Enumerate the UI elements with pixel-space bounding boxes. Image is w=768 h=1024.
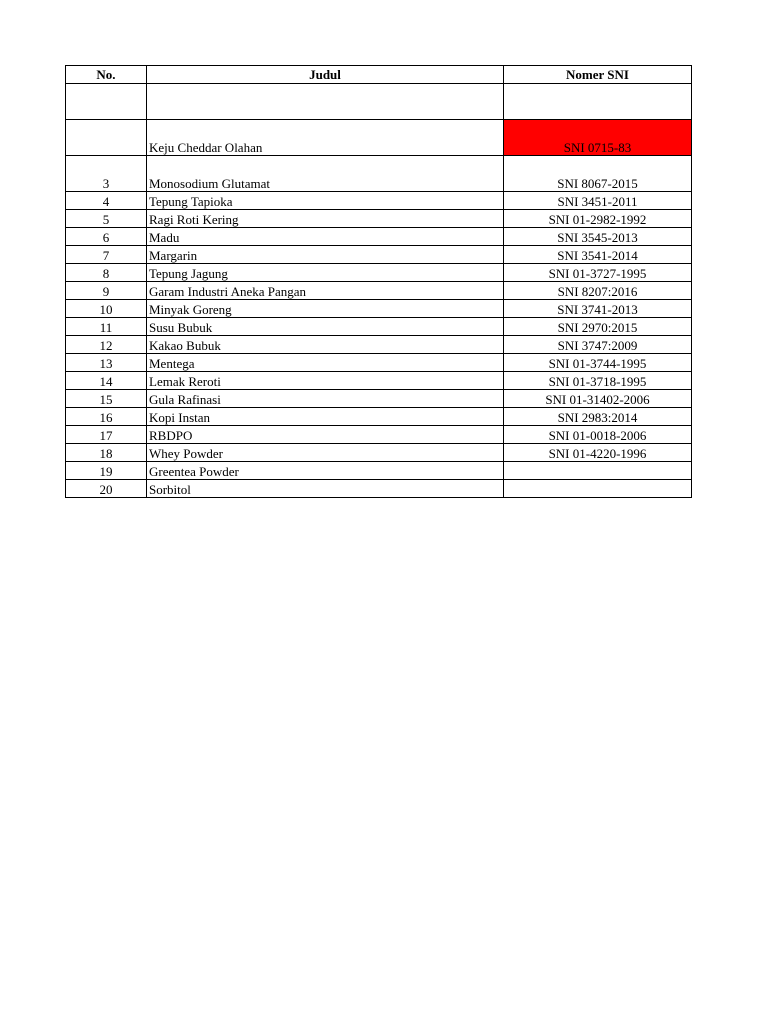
sni-standards-table: [65, 65, 692, 498]
row-judul: Tepung Tapioka: [147, 192, 504, 210]
row-sni: SNI 3545-2013: [504, 228, 692, 246]
row-sni: SNI 01-3718-1995: [504, 372, 692, 390]
row-sni: SNI 3451-2011: [504, 192, 692, 210]
table-row: [66, 156, 692, 192]
row-judul: Whey Powder: [147, 444, 504, 462]
row-judul: Keju Cheddar Olahan: [147, 120, 504, 156]
row-no: 10: [66, 300, 147, 318]
row-judul: Mentega: [147, 354, 504, 372]
header-nomer-sni: Nomer SNI: [504, 66, 692, 84]
table-row: [66, 426, 692, 444]
row-no: 3: [66, 156, 147, 192]
table-row: [66, 444, 692, 462]
table-row: [66, 84, 692, 120]
row-judul: RBDPO: [147, 426, 504, 444]
table-row: [66, 282, 692, 300]
row-no: 12: [66, 336, 147, 354]
table-row: [66, 336, 692, 354]
row-sni: SNI 2983:2014: [504, 408, 692, 426]
table-row: [66, 246, 692, 264]
row-sni-highlighted: SNI 0715-83: [504, 120, 692, 156]
row-no: [66, 84, 147, 120]
row-sni: SNI 8067-2015: [504, 156, 692, 192]
table-row: [66, 390, 692, 408]
row-no: 19: [66, 462, 147, 480]
row-judul: Greentea Powder: [147, 462, 504, 480]
row-judul: Tepung Jagung: [147, 264, 504, 282]
row-judul: Minyak Goreng: [147, 300, 504, 318]
row-sni: SNI 3541-2014: [504, 246, 692, 264]
row-no: 4: [66, 192, 147, 210]
row-judul: Kopi Instan: [147, 408, 504, 426]
header-no: No.: [66, 66, 147, 84]
table-row: [66, 462, 692, 480]
row-sni: SNI 01-4220-1996: [504, 444, 692, 462]
table-row: [66, 210, 692, 228]
row-no: 13: [66, 354, 147, 372]
row-no: 11: [66, 318, 147, 336]
row-sni: [504, 462, 692, 480]
header-row: [66, 66, 692, 84]
row-sni: SNI 3747:2009: [504, 336, 692, 354]
table-row: [66, 480, 692, 498]
row-no: 20: [66, 480, 147, 498]
row-no: 17: [66, 426, 147, 444]
row-no: 9: [66, 282, 147, 300]
row-judul: Ragi Roti Kering: [147, 210, 504, 228]
row-judul: Lemak Reroti: [147, 372, 504, 390]
table-row: [66, 192, 692, 210]
row-judul: Monosodium Glutamat: [147, 156, 504, 192]
row-sni: SNI 01-31402-2006: [504, 390, 692, 408]
row-no: 8: [66, 264, 147, 282]
table-row: [66, 408, 692, 426]
row-sni: SNI 01-3744-1995: [504, 354, 692, 372]
row-judul: Margarin: [147, 246, 504, 264]
table-row: [66, 300, 692, 318]
table-row: [66, 264, 692, 282]
table-row: [66, 354, 692, 372]
row-judul: [147, 84, 504, 120]
row-sni: SNI 01-2982-1992: [504, 210, 692, 228]
row-sni: [504, 480, 692, 498]
row-sni: SNI 3741-2013: [504, 300, 692, 318]
header-judul: Judul: [147, 66, 504, 84]
row-sni: SNI 2970:2015: [504, 318, 692, 336]
table-row: [66, 372, 692, 390]
row-no: 6: [66, 228, 147, 246]
row-sni: SNI 01-3727-1995: [504, 264, 692, 282]
row-no: 7: [66, 246, 147, 264]
row-judul: Kakao Bubuk: [147, 336, 504, 354]
row-judul: Madu: [147, 228, 504, 246]
table-row: [66, 228, 692, 246]
row-no: 14: [66, 372, 147, 390]
row-no: 16: [66, 408, 147, 426]
table-row: [66, 318, 692, 336]
row-sni: SNI 01-0018-2006: [504, 426, 692, 444]
table-body: [66, 84, 692, 498]
row-no: 5: [66, 210, 147, 228]
row-judul: Susu Bubuk: [147, 318, 504, 336]
row-judul: Sorbitol: [147, 480, 504, 498]
table-row: [66, 120, 692, 156]
row-no: 15: [66, 390, 147, 408]
row-judul: Garam Industri Aneka Pangan: [147, 282, 504, 300]
row-sni: SNI 8207:2016: [504, 282, 692, 300]
row-judul: Gula Rafinasi: [147, 390, 504, 408]
row-no: 18: [66, 444, 147, 462]
row-no: [66, 120, 147, 156]
row-sni: [504, 84, 692, 120]
table-header: [66, 66, 692, 84]
